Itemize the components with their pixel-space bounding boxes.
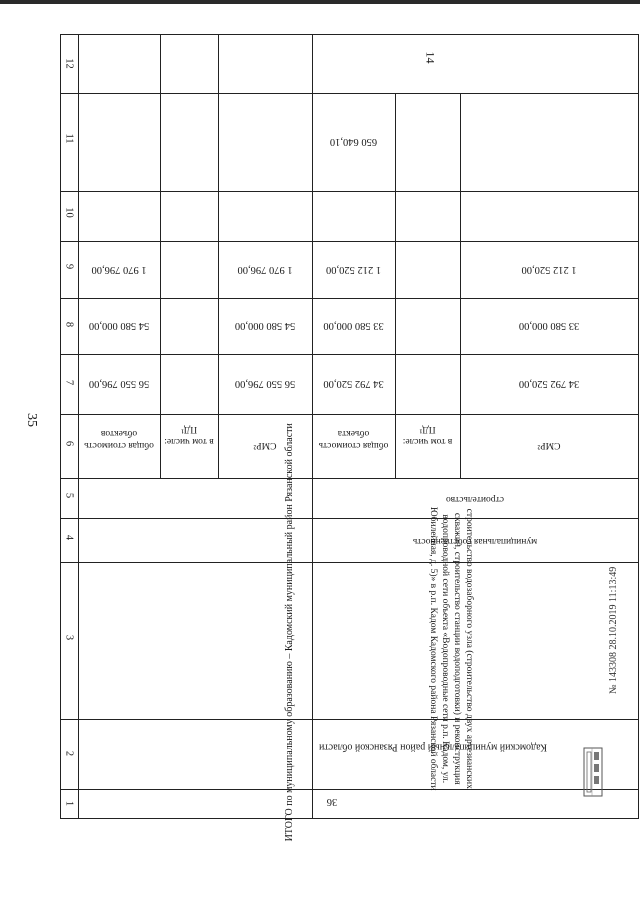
row36-label-smr: СМР² — [537, 439, 561, 450]
col-header-5: 5 — [63, 492, 75, 499]
row36-c7-smr: 34 792 520,00 — [518, 378, 580, 389]
row36-c8-cost: 33 580 000,00 — [323, 320, 384, 331]
total-label-smr: СМР² — [253, 439, 277, 450]
col-header-9: 9 — [63, 263, 75, 270]
row36-label-pd: в том числе: ПД¹ — [402, 423, 453, 446]
col-header-7: 7 — [63, 379, 75, 386]
col-header-6: 6 — [63, 440, 75, 447]
col-header-1: 1 — [63, 800, 75, 807]
col-header-4: 4 — [63, 534, 75, 541]
row36-label-total-cost: общая стоимость объекта — [318, 427, 389, 450]
total-row-title: ИТОГО по муниципальному образованию – Кадомский муниципальный район Рязанской области — [283, 423, 295, 842]
total-c9-smr: 1 970 796,00 — [237, 264, 293, 275]
total-c8-smr: 54 580 000,00 — [234, 320, 296, 331]
total-label-total-cost: общая стоимость объектов — [84, 427, 154, 450]
footer-stamp: № 143308 28.10.2019 11:13:49 — [608, 566, 619, 694]
col-header-11: 11 — [63, 133, 75, 144]
col-header-12: 12 — [63, 58, 75, 69]
row36-work-type: строительство — [445, 493, 505, 504]
total-c7-smr: 56 550 796,00 — [234, 378, 296, 389]
row36-object-title: строительство водозаборного узла (строительство двух артезианских скважин, строительство станции водоподготовки) и реконструкция водопроводной сети объекта «Водопроводные сети р.п. Кадом, ул. Юбилейная, д. 5)» в р.п. Кадом Кадомского района Рязанской области — [428, 506, 474, 791]
col-header-10: 10 — [63, 207, 75, 218]
row36-c11: 650 640,10 — [329, 136, 378, 147]
scan-edge — [0, 0, 640, 4]
page-number: 35 — [24, 413, 39, 427]
row36-c7-cost: 34 792 520,00 — [323, 378, 384, 389]
col-header-8: 8 — [63, 321, 75, 328]
row36-c9-cost: 1 212 520,00 — [325, 264, 382, 275]
row36-ownership: муниципальная собственность — [412, 535, 538, 546]
total-c9-cost: 1 970 796,00 — [91, 264, 147, 275]
registry-logo-icon — [582, 746, 604, 798]
total-label-pd: в том числе: ПД¹ — [164, 423, 214, 446]
total-c7-cost: 56 550 796,00 — [88, 378, 150, 389]
row36-district: Кадомский муниципальный район Рязанской области — [318, 741, 548, 753]
row36-number: 36 — [326, 796, 338, 807]
col-header-3: 3 — [63, 634, 75, 641]
side-note: 14 — [423, 51, 438, 64]
col-header-2: 2 — [63, 750, 75, 757]
total-c8-cost: 54 580 000,00 — [88, 320, 150, 331]
row36-c8-smr: 33 580 000,00 — [518, 320, 580, 331]
row36-c9-smr: 1 212 520,00 — [521, 264, 577, 275]
